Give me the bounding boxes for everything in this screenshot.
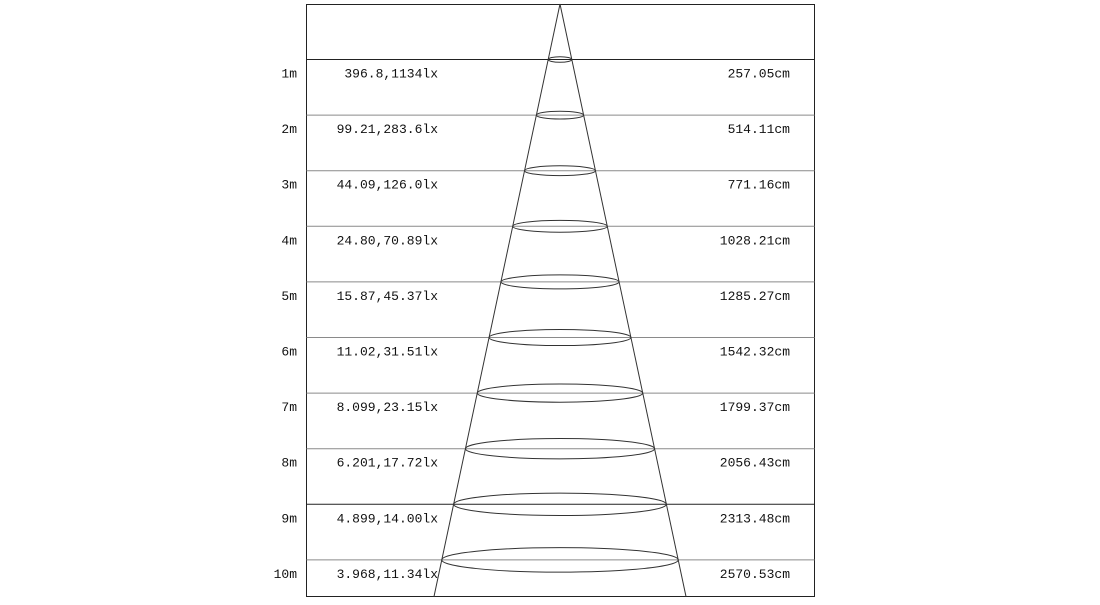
cone-right-edge (560, 4, 686, 597)
diameter-label: 1542.32cm (719, 344, 790, 360)
distance-label: 2m (281, 122, 297, 138)
diameter-label: 2313.48cm (719, 511, 790, 527)
diameter-label: 514.11cm (727, 122, 790, 138)
distance-label: 3m (281, 177, 297, 193)
diameter-label: 2056.43cm (719, 455, 790, 471)
diameter-label: 1285.27cm (719, 288, 790, 304)
diameter-label: 1028.21cm (719, 233, 790, 249)
distance-label: 1m (281, 66, 297, 82)
diameter-label: 771.16cm (727, 177, 790, 193)
distance-label: 9m (281, 511, 297, 527)
illuminance-label: 396.8,1134lx (344, 66, 438, 82)
distance-label: 5m (281, 288, 297, 304)
diameter-label: 2570.53cm (719, 566, 790, 582)
beam-ellipses (442, 57, 678, 572)
illuminance-label: 3.968,11.34lx (336, 566, 438, 582)
distance-label: 6m (281, 344, 297, 360)
diameter-label: 257.05cm (727, 66, 790, 82)
illuminance-label: 15.87,45.37lx (336, 288, 438, 304)
diameter-label: 1799.37cm (719, 400, 790, 416)
distance-label: 7m (281, 400, 297, 416)
illuminance-label: 4.899,14.00lx (336, 511, 438, 527)
illuminance-label: 99.21,283.6lx (336, 122, 438, 138)
distance-label: 4m (281, 233, 297, 249)
illuminance-label: 6.201,17.72lx (336, 455, 438, 471)
distance-label: 10m (273, 566, 297, 582)
illuminance-label: 8.099,23.15lx (336, 400, 438, 416)
light-cone (434, 4, 686, 597)
cone-left-edge (434, 4, 560, 597)
illuminance-label: 24.80,70.89lx (336, 233, 438, 249)
illuminance-label: 11.02,31.51lx (336, 344, 438, 360)
illuminance-label: 44.09,126.0lx (336, 177, 438, 193)
distance-label: 8m (281, 455, 297, 471)
